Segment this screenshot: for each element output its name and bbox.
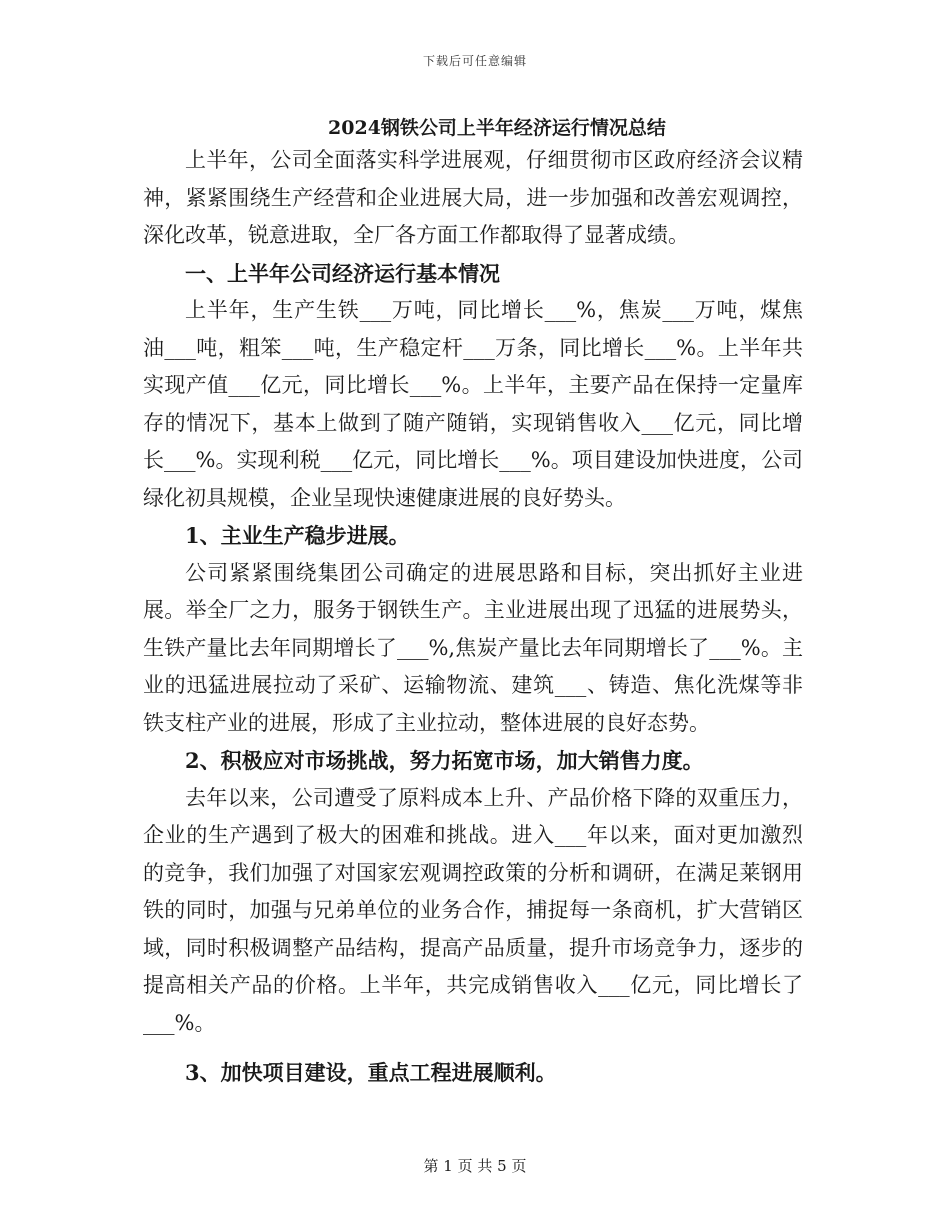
document-title: 2024钢铁公司上半年经济运行情况总结 <box>328 117 666 139</box>
document-body <box>143 114 803 1092</box>
intro-paragraph: 上半年，公司全面落实科学进展观，仔细贯彻市区政府经济会议精神，紧紧围绕生产经营和企业进展大局，进一步加强和改善宏观调控，深化改革，锐意进取，全厂各方面工作都取得了显著成绩。 <box>143 148 803 247</box>
sub1-paragraph: 公司紧紧围绕集团公司确定的进展思路和目标，突出抓好主业进展。举全厂之力，服务于钢铁生产。主业进展出现了迅猛的进展势头，生铁产量比去年同期增长了___%,焦炭产量比去年同期增长了___%。主业的迅猛进展拉动了采矿、运输物流、建筑___、铸造、焦化洗煤等非铁支柱产业的进展，形成了主业拉动，整体进展的良好态势。 <box>143 560 803 735</box>
section1-paragraph: 上半年，生产生铁___万吨，同比增长___%，焦炭___万吨，煤焦油___吨，粗笨___吨，生产稳定杆___万条，同比增长___%。上半年共实现产值___亿元，同比增长___%。上半年，主要产品在保持一定量库存的情况下，基本上做到了随产随销，实现销售收入___亿元，同比增长___%。实现利税___亿元，同比增长___%。项目建设加快进度，公司绿化初具规模，企业呈现快速健康进展的良好势头。 <box>143 298 803 510</box>
sub2-heading: 2、积极应对市场挑战，努力拓宽市场，加大销售力度。 <box>185 748 704 773</box>
section1-heading: 一、上半年公司经济运行基本情况 <box>185 260 500 286</box>
sub2-paragraph: 去年以来，公司遭受了原料成本上升、产品价格下降的双重压力，企业的生产遇到了极大的困难和挑战。进入___年以来，面对更加激烈的竞争，我们加强了对国家宏观调控政策的分析和调研，在满足莱钢用铁的同时，加强与兄弟单位的业务合作，捕捉每一条商机，扩大营销区域，同时积极调整产品结构，提高产品质量，提升市场竞争力，逐步的提高相关产品的价格。上半年，共完成销售收入___亿元，同比增长了___%。 <box>143 785 803 1035</box>
header-note: 下载后可任意编辑 <box>422 54 527 68</box>
sub3-heading: 3、加快项目建设，重点工程进展顺利。 <box>185 1060 557 1085</box>
page-number: 第 1 页 共 5 页 <box>423 1157 527 1175</box>
sub1-heading: 1、主业生产稳步进展。 <box>185 523 410 548</box>
